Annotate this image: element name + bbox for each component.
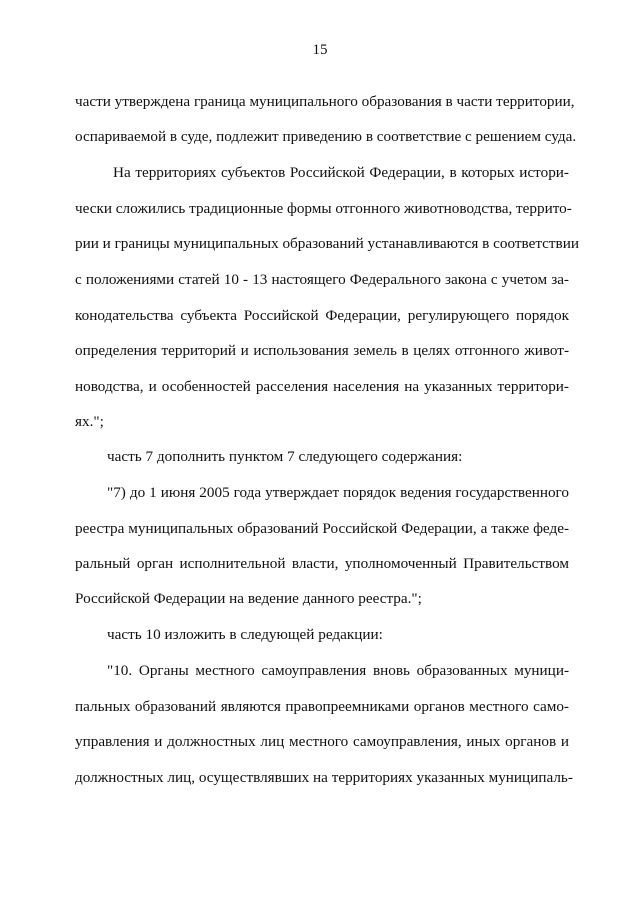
- text-line: части утверждена граница муниципального образования в части территории,: [75, 93, 575, 110]
- text-line: часть 10 изложить в следующей редакции:: [107, 626, 383, 643]
- text-line: На территориях субъектов Российской Федерации, в которых истори-: [113, 164, 569, 181]
- page-number: 15: [312, 42, 328, 58]
- text-line: "10. Органы местного самоуправления вновь образованных муници-: [107, 662, 569, 679]
- text-line: конодательства субъекта Российской Федерации, регулирующего порядок: [75, 307, 569, 324]
- text-line: реестра муниципальных образований Российской Федерации, а также феде-: [75, 520, 569, 537]
- text-line: оспариваемой в суде, подлежит приведению в соответствие с решением суда.: [75, 128, 577, 145]
- text-line: ральный орган исполнительной власти, уполномоченный Правительством: [75, 555, 569, 572]
- text-line: новодства, и особенностей расселения населения на указанных территори-: [75, 378, 569, 395]
- text-line: управления и должностных лиц местного самоуправления, иных органов и: [75, 733, 569, 750]
- text-line: должностных лиц, осуществлявших на территориях указанных муниципаль-: [75, 769, 573, 786]
- text-line: чески сложились традиционные формы отгонного животноводства, террито-: [75, 200, 572, 217]
- text-line: ях.";: [75, 413, 104, 430]
- text-line: пальных образований являются правопреемниками органов местного само-: [75, 698, 569, 715]
- text-line: рии и границы муниципальных образований устанавливаются в соответствии: [75, 235, 579, 252]
- text-line: часть 7 дополнить пунктом 7 следующего содержания:: [107, 448, 463, 465]
- text-line: определения территорий и использования земель в целях отгонного живот-: [75, 342, 569, 359]
- text-line: Российской Федерации на ведение данного реестра.";: [75, 590, 422, 607]
- text-line: с положениями статей 10 - 13 настоящего Федерального закона с учетом за-: [75, 271, 569, 288]
- text-line: "7) до 1 июня 2005 года утверждает порядок ведения государственного: [107, 484, 569, 501]
